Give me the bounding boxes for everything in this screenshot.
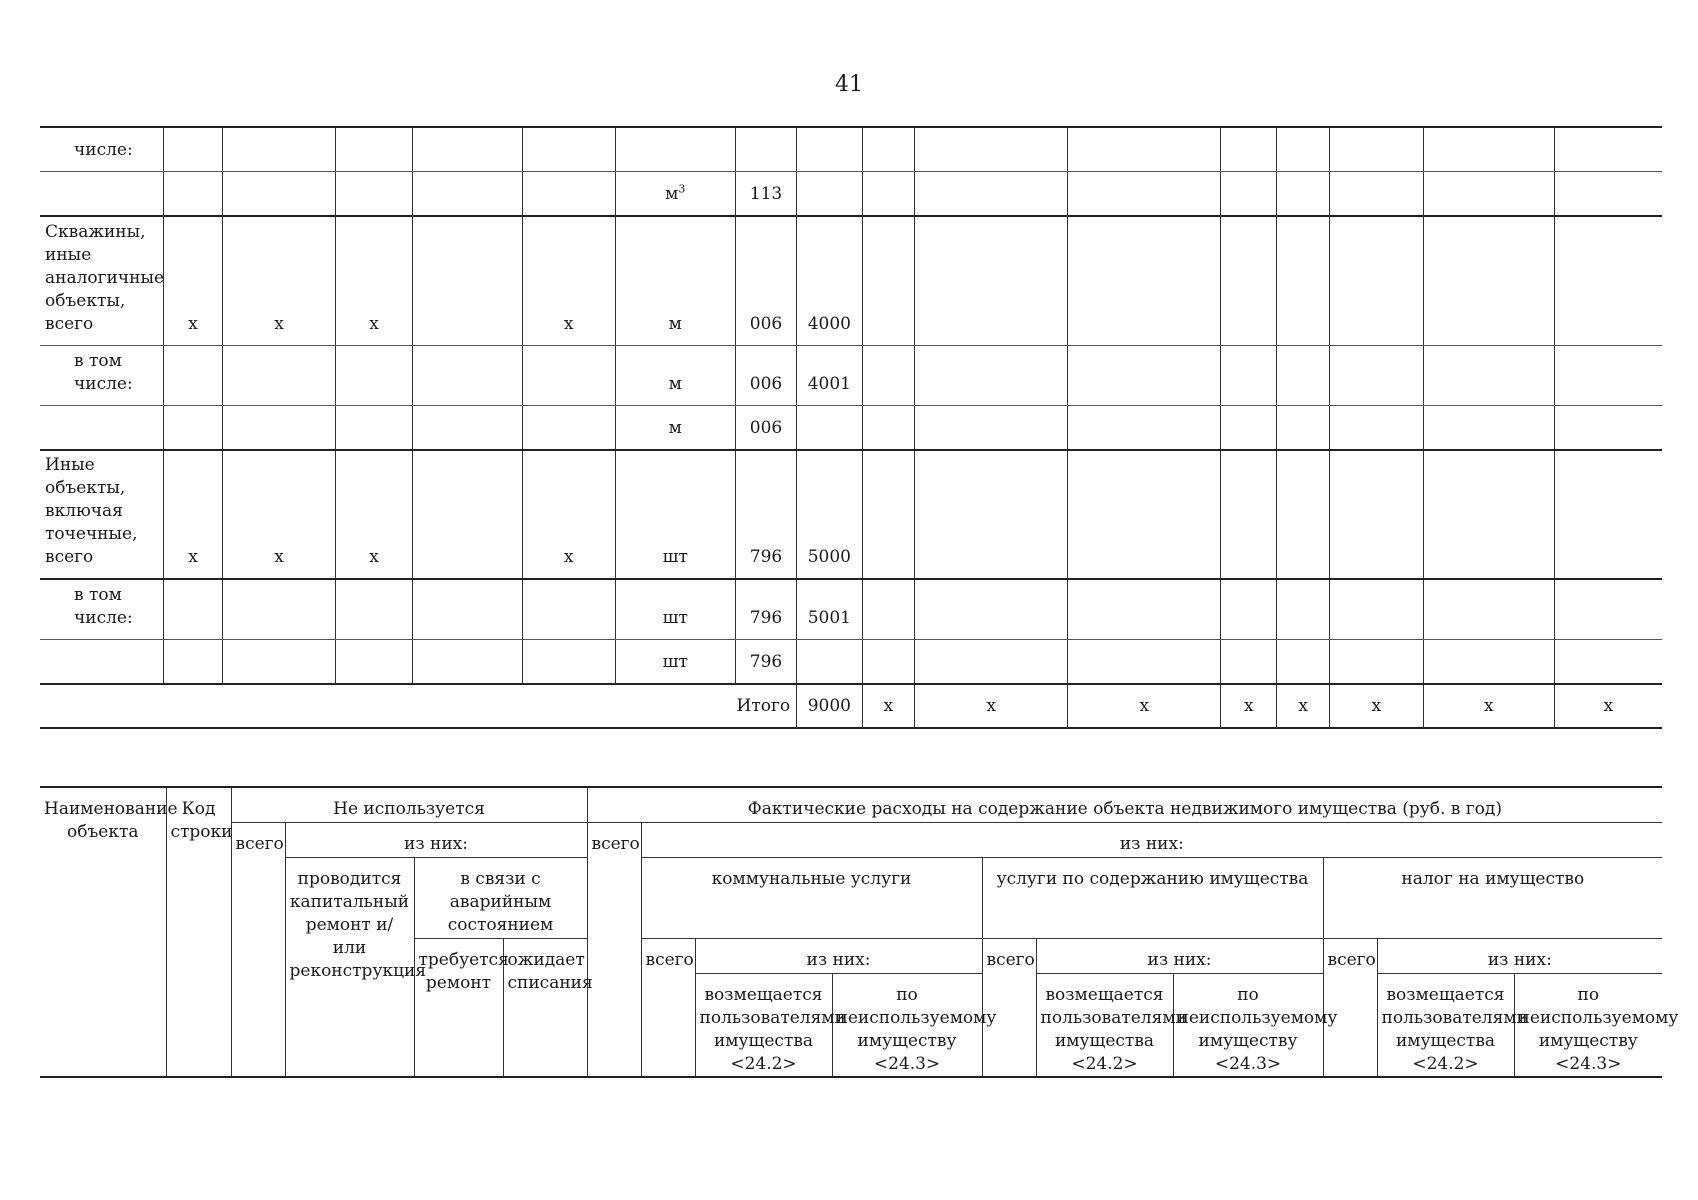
table-cell: х xyxy=(163,450,222,579)
table-cell xyxy=(223,405,336,450)
okei-code-cell: 006 xyxy=(735,216,796,345)
header-tax-unused: по неиспользуемому имуществу <24.3> xyxy=(1514,973,1662,1077)
total-mark: х xyxy=(1329,684,1423,728)
table-cell xyxy=(862,345,915,405)
header-utilities-of-them: из них: xyxy=(695,938,982,973)
table-cell xyxy=(1423,450,1554,579)
page-number: 41 xyxy=(835,72,863,97)
okei-code-cell: 796 xyxy=(735,579,796,639)
table-cell xyxy=(335,171,412,216)
unit-cell: шт xyxy=(615,639,735,684)
table-cell xyxy=(862,579,915,639)
header-capital-repair: проводится капитальный ремонт и/или реконструкция xyxy=(285,857,414,1077)
table-cell: х xyxy=(522,216,615,345)
table-cell xyxy=(915,639,1068,684)
table-cell: х xyxy=(223,216,336,345)
table-cell xyxy=(1554,579,1662,639)
table-cell xyxy=(223,127,336,171)
table-cell xyxy=(915,127,1068,171)
header-utilities-reimbursed: возмещается пользователями имущества <24.2> xyxy=(695,973,832,1077)
table-cell xyxy=(335,127,412,171)
table-cell xyxy=(522,127,615,171)
table-cell xyxy=(223,171,336,216)
table-cell xyxy=(1221,216,1277,345)
table-cell xyxy=(335,405,412,450)
table-cell xyxy=(1221,450,1277,579)
total-code: 9000 xyxy=(797,684,862,728)
unit-cell: м xyxy=(615,345,735,405)
table-cell xyxy=(163,127,222,171)
table-cell xyxy=(1329,405,1423,450)
header-tax-total: всего xyxy=(1323,938,1377,1077)
table-cell xyxy=(1423,579,1554,639)
unit-cell: шт xyxy=(615,579,735,639)
table-cell xyxy=(1329,171,1423,216)
table-cell xyxy=(862,450,915,579)
table-cell: х xyxy=(163,216,222,345)
header-utilities: коммунальные услуги xyxy=(641,857,982,938)
header-not-used-total: всего xyxy=(231,822,285,1077)
row-name xyxy=(40,171,163,216)
table-cell xyxy=(1423,216,1554,345)
table-cell xyxy=(1277,171,1330,216)
table-cell xyxy=(1221,127,1277,171)
table-cell: х xyxy=(223,450,336,579)
table-cell xyxy=(522,639,615,684)
table-cell xyxy=(223,345,336,405)
header-maintenance: услуги по содержанию имущества xyxy=(982,857,1323,938)
total-mark: х xyxy=(1221,684,1277,728)
table-cell xyxy=(1221,405,1277,450)
total-mark: х xyxy=(1554,684,1662,728)
table-row xyxy=(40,450,1662,579)
table-cell xyxy=(915,450,1068,579)
table-cell xyxy=(522,171,615,216)
header-awaiting-writeoff: ожидает списания xyxy=(503,938,587,1077)
okei-code-cell xyxy=(735,127,796,171)
unit-cell: шт xyxy=(615,450,735,579)
header-not-used-of-them: из них: xyxy=(285,822,587,857)
table-cell xyxy=(1277,216,1330,345)
header-actual-costs: Фактические расходы на содержание объекта недвижимого имущества (руб. в год) xyxy=(587,787,1662,822)
table-row xyxy=(40,127,1662,171)
table-cell xyxy=(1423,171,1554,216)
table-cell xyxy=(1329,127,1423,171)
table-cell xyxy=(413,639,523,684)
header-emergency: в связи с аварийным состоянием xyxy=(414,857,587,938)
unit-cell: м xyxy=(615,216,735,345)
table-cell xyxy=(1329,345,1423,405)
row-name: в том числе: xyxy=(40,345,163,405)
header-utilities-unused: по неиспользуемому имуществу <24.3> xyxy=(832,973,982,1077)
unit-cell xyxy=(615,171,735,216)
table-cell xyxy=(1277,579,1330,639)
table-cell xyxy=(1221,345,1277,405)
table-cell xyxy=(1068,171,1221,216)
table-row xyxy=(40,579,1662,639)
table-cell xyxy=(413,345,523,405)
table-cell xyxy=(1554,216,1662,345)
row-name: Иные объекты, включая точечные, всего xyxy=(40,450,163,579)
table-cell xyxy=(413,405,523,450)
line-code-cell xyxy=(797,127,862,171)
table-cell xyxy=(1554,405,1662,450)
okei-code-cell: 113 xyxy=(735,171,796,216)
line-code-cell: 5001 xyxy=(797,579,862,639)
row-name xyxy=(40,405,163,450)
table-cell xyxy=(862,216,915,345)
unit-cell xyxy=(615,127,735,171)
table-cell: х xyxy=(335,216,412,345)
table-cell xyxy=(862,127,915,171)
table-cell xyxy=(413,171,523,216)
table-cell xyxy=(1423,639,1554,684)
header-costs-total: всего xyxy=(587,822,641,1077)
table-cell xyxy=(1329,450,1423,579)
header-not-used: Не используется xyxy=(231,787,587,822)
row-name xyxy=(40,639,163,684)
table-cell xyxy=(915,216,1068,345)
table-cell xyxy=(413,450,523,579)
total-mark: х xyxy=(862,684,915,728)
table-cell xyxy=(1277,345,1330,405)
line-code-cell xyxy=(797,639,862,684)
table-cell xyxy=(1068,216,1221,345)
table-cell xyxy=(1068,405,1221,450)
total-mark: х xyxy=(1423,684,1554,728)
table-cell xyxy=(1329,216,1423,345)
table-cell xyxy=(413,127,523,171)
table-cell xyxy=(862,405,915,450)
table-cell xyxy=(1277,127,1330,171)
table-cell xyxy=(1423,345,1554,405)
total-mark: х xyxy=(915,684,1068,728)
table-cell xyxy=(1423,127,1554,171)
table-cell xyxy=(1554,127,1662,171)
table-cell xyxy=(1554,345,1662,405)
table-cell: х xyxy=(522,450,615,579)
table-cell xyxy=(163,579,222,639)
header-maintenance-total: всего xyxy=(982,938,1036,1077)
costs-header-table xyxy=(40,786,1679,1078)
table-cell xyxy=(915,171,1068,216)
row-name: Скважины, иные аналогичные объекты, всего xyxy=(40,216,163,345)
table-cell xyxy=(223,639,336,684)
header-property-tax: налог на имущество xyxy=(1323,857,1662,938)
table-cell xyxy=(223,579,336,639)
header-tax-of-them: из них: xyxy=(1377,938,1662,973)
table-cell xyxy=(1554,639,1662,684)
table-cell xyxy=(1068,345,1221,405)
table-cell xyxy=(1423,405,1554,450)
table-cell xyxy=(915,579,1068,639)
header-costs-of-them: из них: xyxy=(641,822,1662,857)
table-cell xyxy=(163,405,222,450)
okei-code-cell: 006 xyxy=(735,345,796,405)
table-cell xyxy=(335,345,412,405)
table-cell xyxy=(1068,639,1221,684)
table-cell xyxy=(413,579,523,639)
table-cell xyxy=(163,345,222,405)
line-code-cell: 4000 xyxy=(797,216,862,345)
header-maintenance-reimbursed: возмещается пользователями имущества <24.2> xyxy=(1036,973,1173,1077)
line-code-cell xyxy=(797,171,862,216)
table-cell xyxy=(1329,639,1423,684)
table-row xyxy=(40,216,1662,345)
okei-code-cell: 006 xyxy=(735,405,796,450)
table-cell xyxy=(1554,450,1662,579)
table-cell xyxy=(522,345,615,405)
total-mark: х xyxy=(1068,684,1221,728)
table-cell xyxy=(163,639,222,684)
table-cell xyxy=(1277,405,1330,450)
table-cell xyxy=(862,171,915,216)
total-label: Итого xyxy=(40,684,797,728)
okei-code-cell: 796 xyxy=(735,450,796,579)
table-cell xyxy=(1068,450,1221,579)
table-cell xyxy=(1221,171,1277,216)
unit-cell: м xyxy=(615,405,735,450)
header-repair-required: требуется ремонт xyxy=(414,938,503,1077)
header-maintenance-of-them: из них: xyxy=(1036,938,1323,973)
table-cell: х xyxy=(335,450,412,579)
total-row xyxy=(40,684,1662,728)
row-name: в том числе: xyxy=(40,579,163,639)
table-cell xyxy=(915,345,1068,405)
table-cell xyxy=(163,171,222,216)
table-cell xyxy=(413,216,523,345)
table-row xyxy=(40,171,1662,216)
line-code-cell xyxy=(797,405,862,450)
table-cell xyxy=(915,405,1068,450)
table-row xyxy=(40,639,1662,684)
property-table-continuation xyxy=(40,126,1662,729)
table-row xyxy=(40,345,1662,405)
table-cell xyxy=(1221,639,1277,684)
line-code-cell: 4001 xyxy=(797,345,862,405)
table-cell xyxy=(1068,579,1221,639)
table-cell xyxy=(522,579,615,639)
header-line-code: Код строки xyxy=(166,787,231,1077)
okei-code-cell: 796 xyxy=(735,639,796,684)
table-cell xyxy=(1277,639,1330,684)
table-cell xyxy=(335,639,412,684)
table-cell xyxy=(1329,579,1423,639)
table-cell xyxy=(1068,127,1221,171)
header-maintenance-unused: по неиспользуемому имуществу <24.3> xyxy=(1173,973,1323,1077)
table-cell xyxy=(522,405,615,450)
table-row xyxy=(40,405,1662,450)
header-object-name: Наименование объекта xyxy=(40,787,166,1077)
table-cell xyxy=(1277,450,1330,579)
table-cell xyxy=(1554,171,1662,216)
table-cell xyxy=(862,639,915,684)
table-cell xyxy=(335,579,412,639)
total-mark: х xyxy=(1277,684,1330,728)
unit-label: м xyxy=(665,184,679,204)
table-cell xyxy=(1221,579,1277,639)
unit-superscript: 3 xyxy=(678,182,686,196)
header-utilities-total: всего xyxy=(641,938,695,1077)
line-code-cell: 5000 xyxy=(797,450,862,579)
header-tax-reimbursed: возмещается пользователями имущества <24.2> xyxy=(1377,973,1514,1077)
row-name: числе: xyxy=(40,127,163,171)
